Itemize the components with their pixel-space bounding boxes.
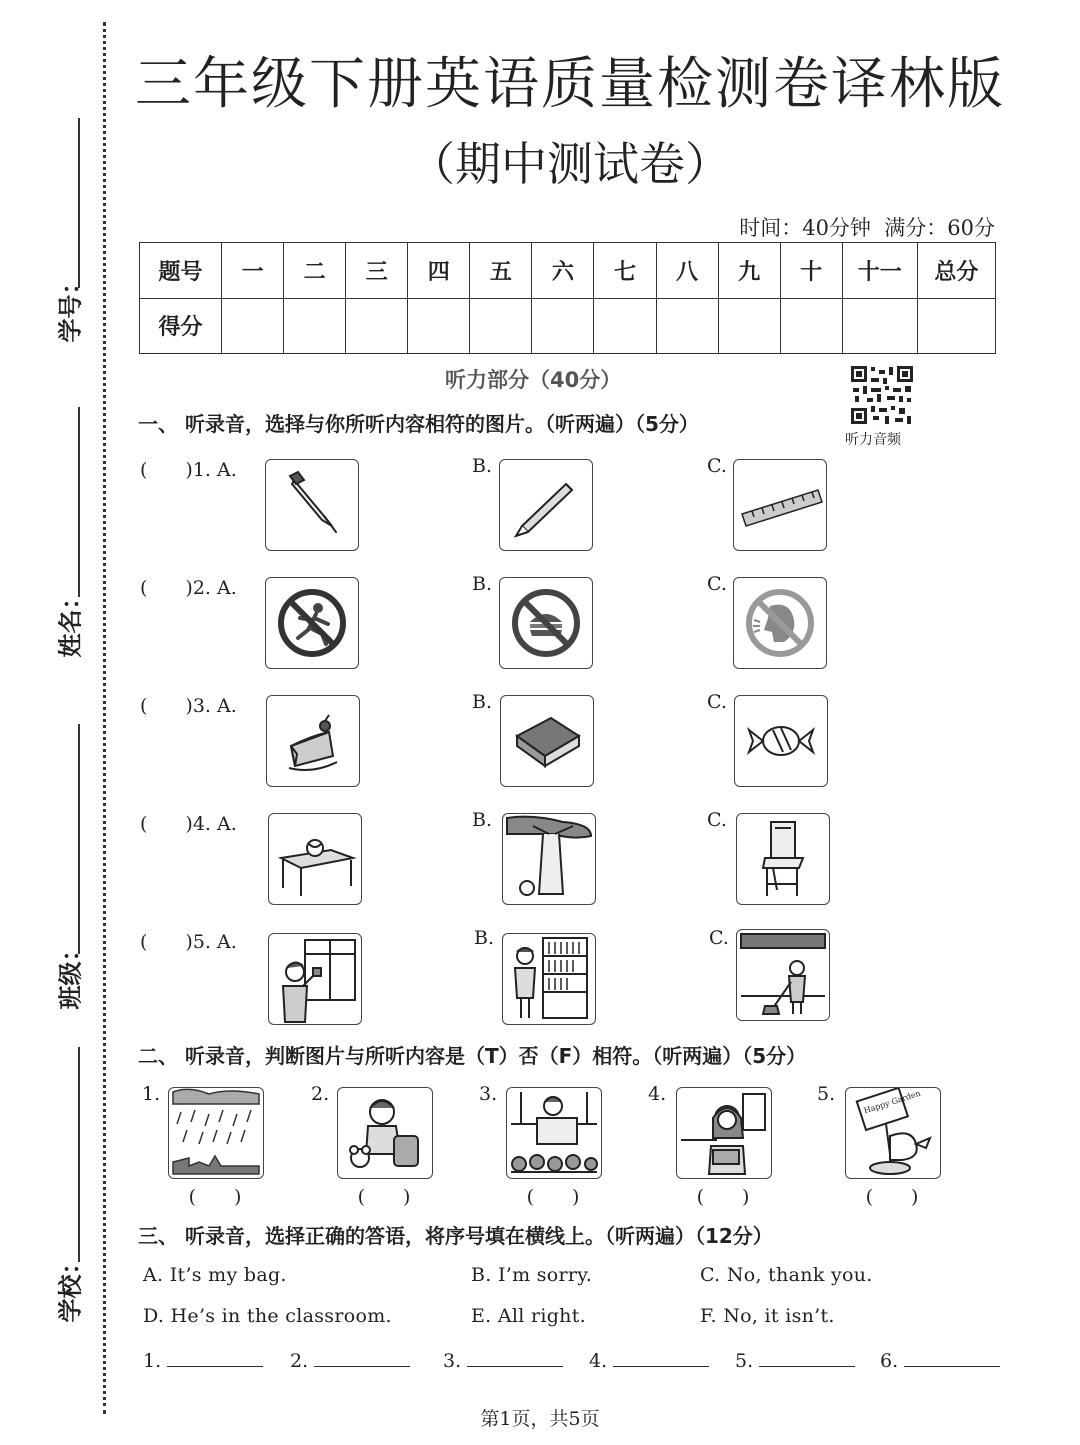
section1-title: 一、 听录音，选择与你所听内容相符的图片。（听两遍）（5分）	[138, 412, 699, 436]
score-cell-total[interactable]	[917, 298, 995, 354]
ball-on-table-picture[interactable]	[268, 813, 362, 905]
q4-label: ( )4. A.	[140, 813, 237, 835]
name-blank[interactable]	[78, 407, 80, 597]
col-4: 四	[408, 243, 470, 299]
q1-opt-c: C.	[707, 455, 727, 477]
boy-with-schoolbag-picture[interactable]	[337, 1087, 433, 1179]
q4-opt-b: B.	[472, 809, 493, 831]
q5-label: ( )5. A.	[140, 931, 237, 953]
name-label: 姓名：	[56, 585, 85, 658]
q1-label: ( )1. A.	[140, 459, 237, 481]
ball-under-tree-picture[interactable]	[502, 813, 596, 905]
s3-blank-2-number: 2.	[290, 1350, 309, 1372]
s3-blank-1-line[interactable]	[167, 1348, 263, 1367]
s3-blank-1[interactable]	[143, 1348, 263, 1372]
name-field	[48, 405, 88, 665]
col-10: 十	[780, 243, 842, 299]
time-info: 时间：40分钟 满分：60分	[739, 216, 995, 240]
score-cell[interactable]	[284, 298, 346, 354]
s2-item3-number: 3.	[479, 1083, 498, 1105]
s2-item1-number: 1.	[142, 1083, 161, 1105]
s2-item4-blank[interactable]: ( )	[696, 1186, 750, 1208]
answer-option-b: B. I’m sorry.	[471, 1264, 593, 1286]
s3-blank-6[interactable]	[880, 1348, 1000, 1372]
s3-blank-5-line[interactable]	[759, 1348, 855, 1367]
s3-blank-6-line[interactable]	[904, 1348, 1000, 1367]
no-shouting-sign-picture[interactable]	[733, 577, 827, 669]
listening-header: 听力部分（40分）	[445, 368, 622, 392]
s3-blank-1-number: 1.	[143, 1350, 162, 1372]
school-label: 学校：	[56, 1250, 85, 1323]
s2-item2-number: 2.	[311, 1083, 330, 1105]
girl-cleaning-window-picture[interactable]	[268, 933, 362, 1025]
q2-opt-b: B.	[472, 573, 493, 595]
score-table-header-row	[140, 243, 996, 299]
s2-item1-blank[interactable]: ( )	[188, 1186, 242, 1208]
sweet-picture[interactable]	[734, 695, 828, 787]
s2-item3-blank[interactable]: ( )	[526, 1186, 580, 1208]
col-7: 七	[594, 243, 656, 299]
s3-blank-4[interactable]	[589, 1348, 709, 1372]
q1-opt-b: B.	[472, 455, 493, 477]
score-cell[interactable]	[780, 298, 842, 354]
s3-blank-6-number: 6.	[880, 1350, 899, 1372]
class-blank[interactable]	[78, 724, 80, 954]
q3-label: ( )3. A.	[140, 695, 237, 717]
section3-title: 三、 听录音，选择正确的答语，将序号填在横线上。（听两遍）（12分）	[138, 1224, 773, 1248]
col-9: 九	[718, 243, 780, 299]
boy-in-garden-picture[interactable]	[506, 1087, 602, 1179]
q2-label: ( )2. A.	[140, 577, 237, 599]
score-cell[interactable]	[222, 298, 284, 354]
no-running-sign-picture[interactable]	[265, 577, 359, 669]
s2-item2-blank[interactable]: ( )	[357, 1186, 411, 1208]
score-cell[interactable]	[718, 298, 780, 354]
q5-opt-b: B.	[474, 927, 495, 949]
no-eating-sign-picture[interactable]	[499, 577, 593, 669]
q3-opt-c: C.	[707, 691, 727, 713]
score-cell[interactable]	[842, 298, 917, 354]
s3-blank-5-number: 5.	[735, 1350, 754, 1372]
col-8: 八	[656, 243, 718, 299]
q5-opt-c: C.	[709, 927, 729, 949]
col-total: 总分	[917, 243, 995, 299]
s2-item5-number: 5.	[817, 1083, 836, 1105]
col-3: 三	[346, 243, 408, 299]
score-cell[interactable]	[594, 298, 656, 354]
col-11: 十一	[842, 243, 917, 299]
s3-blank-3[interactable]	[443, 1348, 563, 1372]
rainy-day-picture[interactable]	[168, 1087, 264, 1179]
score-cell[interactable]	[346, 298, 408, 354]
happy-garden-sign-picture[interactable]	[845, 1087, 941, 1179]
s3-blank-4-line[interactable]	[613, 1348, 709, 1367]
header-label-cell: 题号	[140, 243, 222, 299]
s2-item4-number: 4.	[648, 1083, 667, 1105]
qr-caption: 听力音频	[845, 432, 901, 448]
book-picture[interactable]	[500, 695, 594, 787]
score-table-score-row	[140, 298, 996, 354]
col-5: 五	[470, 243, 532, 299]
score-cell[interactable]	[532, 298, 594, 354]
col-2: 二	[284, 243, 346, 299]
s3-blank-3-number: 3.	[443, 1350, 462, 1372]
score-table	[139, 242, 996, 354]
answer-option-d: D. He’s in the classroom.	[143, 1305, 392, 1327]
chair-picture[interactable]	[736, 813, 830, 905]
s3-blank-2[interactable]	[290, 1348, 410, 1372]
row-label-cell: 得分	[140, 298, 222, 354]
pencil-picture[interactable]	[499, 459, 593, 551]
answer-option-a: A. It’s my bag.	[143, 1264, 287, 1286]
answer-option-c: C. No, thank you.	[700, 1264, 873, 1286]
student-no-field	[48, 110, 88, 343]
s3-blank-5[interactable]	[735, 1348, 855, 1372]
qr-code[interactable]	[849, 364, 915, 426]
col-1: 一	[222, 243, 284, 299]
girl-at-bookshelf-picture[interactable]	[502, 933, 596, 1025]
cake-picture[interactable]	[266, 695, 360, 787]
school-blank[interactable]	[78, 1047, 80, 1262]
score-cell[interactable]	[408, 298, 470, 354]
answer-option-f: F. No, it isn’t.	[700, 1305, 835, 1327]
school-field	[48, 1045, 88, 1325]
page-title: 三年级下册英语质量检测卷译林版	[135, 52, 1005, 117]
page-subtitle: （期中测试卷）	[409, 137, 731, 191]
student-no-blank[interactable]	[78, 118, 80, 288]
student-no-label: 学号：	[56, 270, 85, 343]
girl-reading-picture[interactable]	[676, 1087, 772, 1179]
happy-garden-sign-text: Happy Garden	[862, 1088, 922, 1116]
score-cell[interactable]	[470, 298, 532, 354]
q3-opt-b: B.	[472, 691, 493, 713]
ruler-picture[interactable]	[733, 459, 827, 551]
s3-blank-3-line[interactable]	[467, 1348, 563, 1367]
q4-opt-c: C.	[707, 809, 727, 831]
binding-dotted-line	[103, 22, 106, 1414]
class-field	[48, 722, 88, 1010]
q2-opt-c: C.	[707, 573, 727, 595]
s2-item5-blank[interactable]: ( )	[865, 1186, 919, 1208]
s3-blank-2-line[interactable]	[314, 1348, 410, 1367]
page-footer: 第1页，共5页	[480, 1408, 600, 1430]
girl-sweeping-floor-picture[interactable]	[736, 929, 830, 1021]
section2-title: 二、 听录音，判断图片与所听内容是（T）否（F）相符。（听两遍）（5分）	[138, 1044, 807, 1068]
class-label: 班级：	[56, 937, 85, 1010]
answer-option-e: E. All right.	[471, 1305, 586, 1327]
s3-blank-4-number: 4.	[589, 1350, 608, 1372]
fountain-pen-picture[interactable]	[265, 459, 359, 551]
col-6: 六	[532, 243, 594, 299]
score-cell[interactable]	[656, 298, 718, 354]
